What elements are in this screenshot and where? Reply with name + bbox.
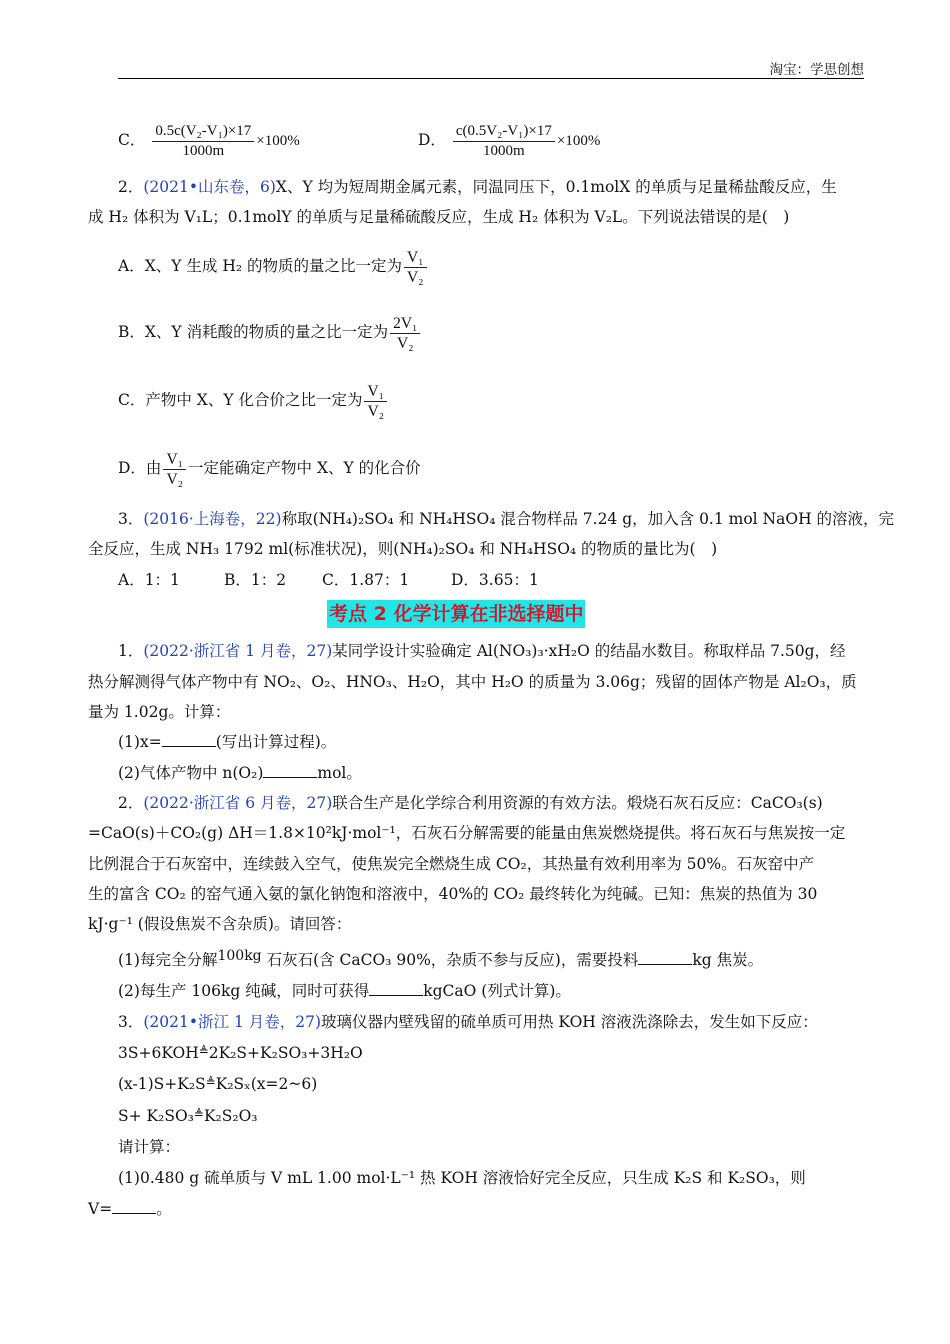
option-text: A．X、Y 生成 H₂ 的物质的量之比一定为 (118, 257, 402, 275)
sub-question-text: (1)x= (118, 733, 162, 751)
answer-blank[interactable] (162, 732, 216, 747)
question-text: 玻璃仪器内壁残留的硫单质可用热 KOH 溶液洗涤除去，发生如下反应： (321, 1013, 818, 1031)
fraction-numerator: V₁ (163, 451, 186, 470)
answer-blank[interactable] (369, 981, 423, 996)
equation-reactants: (x-1)S+K₂S (118, 1075, 206, 1093)
option-c-fraction (152, 123, 254, 160)
option-d-fraction (453, 123, 555, 160)
question-source: (2022·浙江省 6 月卷，27) (143, 794, 333, 812)
page-header (118, 58, 864, 79)
p1-sub-question-2 (118, 762, 362, 784)
question-text: 全反应，生成 NH₃ 1792 ml(标准状况)，则(NH₄)₂SO₄ 和 NH₄HSO₄ 的物质的量比为( ) (88, 540, 718, 558)
question-number: 2． (118, 178, 144, 196)
sub-question-text: 石灰石(含 CaCO₃ 90%，杂质不参与反应)，需要投料 (261, 951, 639, 969)
option-fraction (364, 383, 387, 420)
p2-stem-line5: kJ·g⁻¹ (假设焦炭不含杂质)。请回答： (88, 915, 352, 933)
p3-sub-question-1: (1)0.480 g 硫单质与 V mL 1.00 mol·L⁻¹ 热 KOH 溶液恰好完全反应，只生成 K₂S 和 K₂SO₃，则 (118, 1169, 806, 1187)
question-number: 3． (118, 1013, 144, 1031)
option-tail: ×100% (556, 133, 601, 149)
fraction-denominator: 1000m (182, 142, 225, 159)
option-fraction (404, 249, 427, 286)
option-text: C．产物中 X、Y 化合价之比一定为 (118, 391, 363, 409)
answer-blank[interactable] (263, 763, 317, 778)
question-source: (2021•浙江 1 月卷，27) (143, 1013, 321, 1031)
q3-option-d: D．3.65：1 (451, 571, 539, 589)
sub-question-text: (写出计算过程)。 (215, 733, 337, 751)
sub-question-text: kgCaO (列式计算)。 (423, 982, 571, 1000)
fraction-denominator: V₂ (406, 268, 424, 286)
fraction-numerator: c(0.5V₂-V₁)×17 (453, 123, 555, 142)
sub-question-text: 。 (156, 1200, 172, 1218)
heat-condition: ≜ (193, 1107, 204, 1121)
equation-1 (118, 1042, 363, 1064)
q2-option-b (118, 310, 422, 354)
q2-stem-line1 (118, 176, 837, 198)
p1-sub-question-1 (118, 731, 336, 753)
fraction-denominator: V₂ (166, 470, 184, 488)
heat-condition: ≜ (205, 1075, 216, 1089)
q2-option-d (118, 446, 421, 490)
question-number: 3． (118, 510, 144, 528)
equation-reactants: S+ K₂SO₃ (118, 1107, 194, 1125)
option-label: C． (118, 131, 146, 149)
q3-option-a: A．1：1 (118, 571, 180, 589)
option-tail: ×100% (256, 133, 300, 149)
equation-2 (118, 1073, 317, 1095)
q2-option-a (118, 244, 429, 288)
question-number: 2． (118, 794, 144, 812)
calc-prompt: 请计算： (118, 1138, 181, 1156)
question-text: 联合生产是化学综合利用资源的有效方法。煅烧石灰石反应：CaCO₃(s) (332, 794, 823, 812)
option-text: D．由 (118, 459, 162, 477)
q2-stem-line2 (88, 206, 789, 228)
p1-stem-line1 (118, 640, 846, 662)
p2-stem-line3: 比例混合于石灰窑中，连续鼓入空气，使焦炭完全燃烧生成 CO₂，其热量有效利用率为 50%。石灰窑中产 (88, 855, 815, 873)
q3-stem-line2 (88, 538, 717, 560)
q3-stem-line1 (118, 508, 894, 530)
fraction-denominator: 1000m (483, 142, 525, 159)
p2-stem-line2: =CaO(s)＋CO₂(g) ΔH＝1.8×10²kJ·mol⁻¹，石灰石分解需要的能量由焦炭燃烧提供。将石灰石与焦炭按一定 (88, 824, 846, 842)
fraction-numerator: V₁ (404, 249, 427, 268)
sub-question-text: (1)每完全分解 (118, 951, 218, 969)
q3-option-c: C．1.87：1 (322, 571, 410, 589)
option-text: B．X、Y 消耗酸的物质的量之比一定为 (118, 323, 389, 341)
p2-sub-question-1 (118, 945, 763, 971)
equation-products: K₂S₂O₃ (203, 1107, 258, 1125)
sub-question-text: (2)每生产 106kg 纯碱，同时可获得 (118, 982, 370, 1000)
fraction-numerator: 2V₁ (390, 315, 420, 334)
q2-option-c (118, 378, 389, 422)
p2-stem-line1 (118, 792, 823, 814)
equation-reactants: 3S+6KOH (118, 1044, 199, 1062)
mass-value: 100kg (217, 948, 262, 964)
answer-blank[interactable] (112, 1199, 156, 1214)
prev-option-c (118, 118, 300, 163)
fraction-numerator: V₁ (364, 383, 387, 402)
question-source: (2021•山东卷，6) (143, 178, 276, 196)
question-number: 1． (118, 642, 144, 660)
sub-question-text: kg 焦炭。 (692, 951, 764, 969)
p3-sub-question-1-answer (88, 1198, 172, 1220)
p1-stem-line3: 量为 1.02g。计算： (88, 703, 231, 721)
p2-sub-question-2 (118, 980, 571, 1002)
p3-stem-line1 (118, 1011, 818, 1033)
option-text: 一定能确定产物中 X、Y 的化合价 (188, 459, 421, 477)
question-text: 某同学设计实验确定 Al(NO₃)₃·xH₂O 的结晶水数目。称取样品 7.50g，经 (332, 642, 846, 660)
sub-question-text: (2)气体产物中 n(O₂) (118, 764, 264, 782)
option-fraction (390, 315, 420, 352)
fraction-denominator: V₂ (367, 402, 385, 420)
p1-stem-line2: 热分解测得气体产物中有 NO₂、O₂、HNO₃、H₂O，其中 H₂O 的质量为 3.06g；残留的固体产物是 Al₂O₃，质 (88, 673, 857, 691)
option-label: D． (418, 131, 446, 149)
p2-stem-line4: 生的富含 CO₂ 的窑气通入氨的氯化钠饱和溶液中，40%的 CO₂ 最终转化为纯碱。已知：焦炭的热值为 30 (88, 885, 818, 903)
answer-blank[interactable] (638, 950, 692, 965)
equation-3 (118, 1105, 257, 1127)
prev-option-d (418, 118, 600, 163)
question-text: 称取(NH₄)₂SO₄ 和 NH₄HSO₄ 混合物样品 7.24 g，加入含 0.1 mol NaOH 的溶液，完 (281, 510, 895, 528)
option-fraction (163, 451, 186, 488)
fraction-numerator: 0.5c(V₂-V₁)×17 (152, 123, 254, 142)
equation-products: K₂Sₓ(x=2~6) (215, 1075, 318, 1093)
header-brand: 淘宝：学思创想 (769, 62, 864, 78)
section-title: 考点 2 化学计算在非选择题中 (327, 600, 585, 628)
question-source: (2016·上海卷，22) (143, 510, 282, 528)
heat-condition: ≜ (198, 1044, 209, 1058)
question-text: 成 H₂ 体积为 V₁L；0.1molY 的单质与足量稀硫酸反应，生成 H₂ 体积为 V₂L。下列说法错误的是( ) (88, 208, 790, 226)
sub-question-text: mol。 (317, 764, 362, 782)
question-text: X、Y 均为短周期金属元素，同温同压下，0.1molX 的单质与足量稀盐酸反应，生 (275, 178, 837, 196)
sub-question-text: V= (88, 1200, 113, 1218)
equation-products: 2K₂S+K₂SO₃+3H₂O (208, 1044, 363, 1062)
fraction-denominator: V₂ (396, 334, 414, 352)
q3-option-b: B．1：2 (224, 571, 287, 589)
question-source: (2022·浙江省 1 月卷，27) (143, 642, 333, 660)
